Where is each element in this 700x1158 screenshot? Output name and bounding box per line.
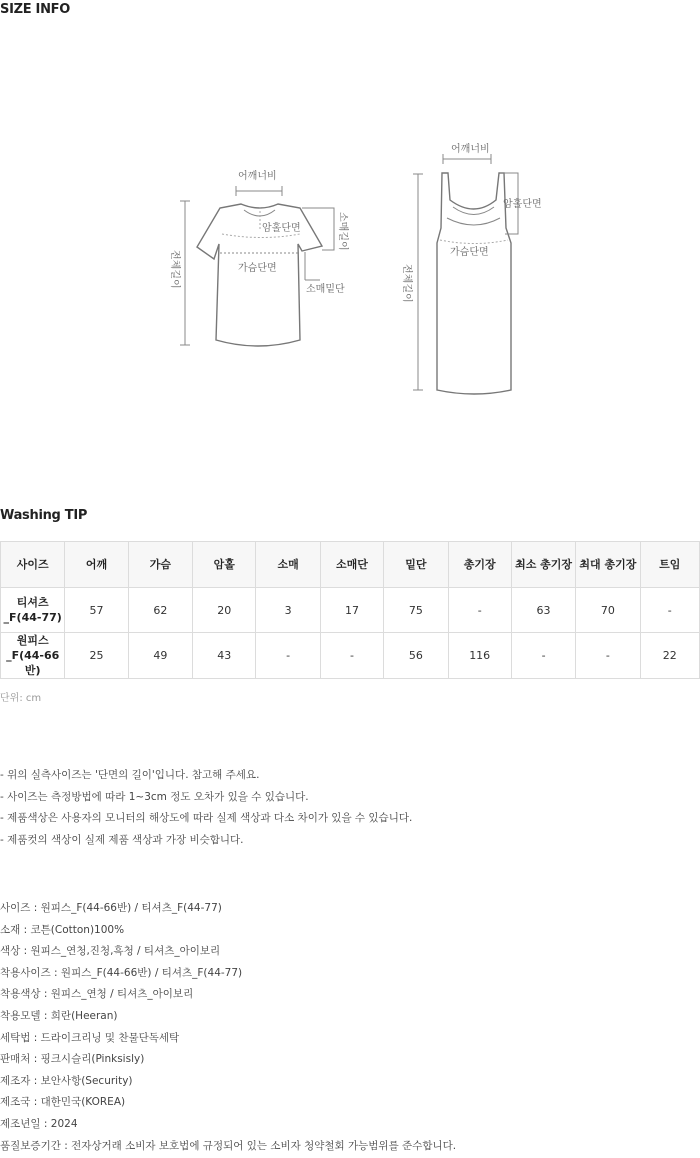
table-cell: - [256, 633, 320, 679]
table-cell: 22 [640, 633, 699, 679]
table-cell: 원피스_F(44-66반) [1, 633, 65, 679]
table-header-row [1, 542, 700, 588]
header-chest: 가슴 [128, 542, 192, 588]
tshirt-label-cuff: 소매밑단 [306, 284, 345, 295]
spec-item: 제조년일 : 2024 [0, 1117, 78, 1130]
spec-item: 사이즈 : 원피스_F(44-66반) / 티셔츠_F(44-77) [0, 902, 222, 914]
table-cell: 70 [576, 588, 640, 633]
tshirt-label-armhole: 암홀단면 [262, 223, 301, 234]
header-shoulder: 어깨 [65, 542, 128, 588]
size-table [0, 541, 700, 679]
table-cell: 116 [448, 633, 511, 679]
dress-diagram [437, 173, 511, 394]
spec-item: 착용색상 : 원피스_연청 / 티셔츠_아이보리 [0, 988, 194, 1001]
product-specs [0, 899, 456, 1158]
table-row [1, 633, 700, 679]
spec-item: 제조국 : 대한민국(KOREA) [0, 1096, 126, 1109]
washing-tip-title: Washing TIP [0, 508, 88, 523]
tshirt-label-chest: 가슴단면 [238, 263, 277, 274]
table-cell: 티셔츠_F(44-77) [1, 588, 65, 633]
dress-label-shoulder: 어깨너비 [451, 144, 490, 155]
spec-item: 소재 : 코튼(Cotton)100% [0, 923, 125, 936]
header-armhole: 암홀 [193, 542, 256, 588]
table-cell: 75 [384, 588, 448, 633]
table-cell: - [320, 633, 383, 679]
dress-measure-lines [413, 154, 518, 390]
header-slit: 트임 [640, 542, 699, 588]
header-max-length: 최대 총기장 [576, 542, 640, 588]
table-row [1, 588, 700, 633]
note-item: - 제품컷의 색상이 실제 제품 색상과 가장 비슷합니다. [0, 834, 244, 847]
table-cell: - [640, 588, 699, 633]
unit-note: 단위: cm [0, 693, 42, 704]
table-cell: 43 [193, 633, 256, 679]
table-cell: 56 [384, 633, 448, 679]
table-cell: 20 [193, 588, 256, 633]
table-cell: 62 [128, 588, 192, 633]
size-info-title: SIZE INFO [0, 2, 70, 17]
table-cell: - [448, 588, 511, 633]
size-diagram [0, 130, 700, 430]
tshirt-label-total: 전체길이 [169, 250, 180, 289]
notes-list [0, 766, 412, 853]
spec-item: 제조자 : 보안사항(Security) [0, 1074, 133, 1087]
spec-item: 착용모델 : 희란(Heeran) [0, 1009, 118, 1022]
header-sleeve: 소매 [256, 542, 320, 588]
dress-label-armhole: 암홀단면 [503, 199, 542, 210]
table-cell: 17 [320, 588, 383, 633]
spec-item: 판매처 : 핑크시슬리(Pinksisly) [0, 1053, 145, 1066]
tshirt-diagram [197, 204, 322, 346]
header-min-length: 최소 총기장 [511, 542, 575, 588]
note-item: - 사이즈는 측정방법에 따라 1~3cm 정도 오차가 있을 수 있습니다. [0, 790, 309, 803]
spec-item: 착용사이즈 : 원피스_F(44-66반) / 티셔츠_F(44-77) [0, 966, 243, 979]
spec-item: 세탁법 : 드라이크리닝 및 찬물단독세탁 [0, 1031, 180, 1044]
table-cell: 25 [65, 633, 128, 679]
table-cell: 49 [128, 633, 192, 679]
tshirt-label-shoulder: 어깨너비 [238, 171, 277, 182]
header-hem: 밑단 [384, 542, 448, 588]
spec-item: 색상 : 원피스_연청,진청,흑청 / 티셔츠_아이보리 [0, 945, 221, 958]
spec-item: 품질보증기간 : 전자상거래 소비자 보호법에 규정되어 있는 소비자 청약철회 가능범위를 준수합니다. [0, 1139, 457, 1152]
header-size: 사이즈 [1, 542, 65, 588]
table-cell: 3 [256, 588, 320, 633]
tshirt-label-sleeve: 소매길이 [337, 212, 348, 251]
header-cuff: 소매단 [320, 542, 383, 588]
note-item: - 위의 실측사이즈는 '단면의 길이'입니다. 참고해 주세요. [0, 769, 260, 781]
dress-label-total: 전체길이 [401, 264, 412, 303]
header-total-length: 총기장 [448, 542, 511, 588]
table-cell: 63 [511, 588, 575, 633]
dress-label-chest: 가슴단면 [450, 247, 489, 258]
table-cell: - [576, 633, 640, 679]
table-cell: 57 [65, 588, 128, 633]
table-cell: - [511, 633, 575, 679]
note-item: - 제품색상은 사용자의 모니터의 해상도에 따라 실제 색상과 다소 차이가 있을 수 있습니다. [0, 812, 413, 825]
